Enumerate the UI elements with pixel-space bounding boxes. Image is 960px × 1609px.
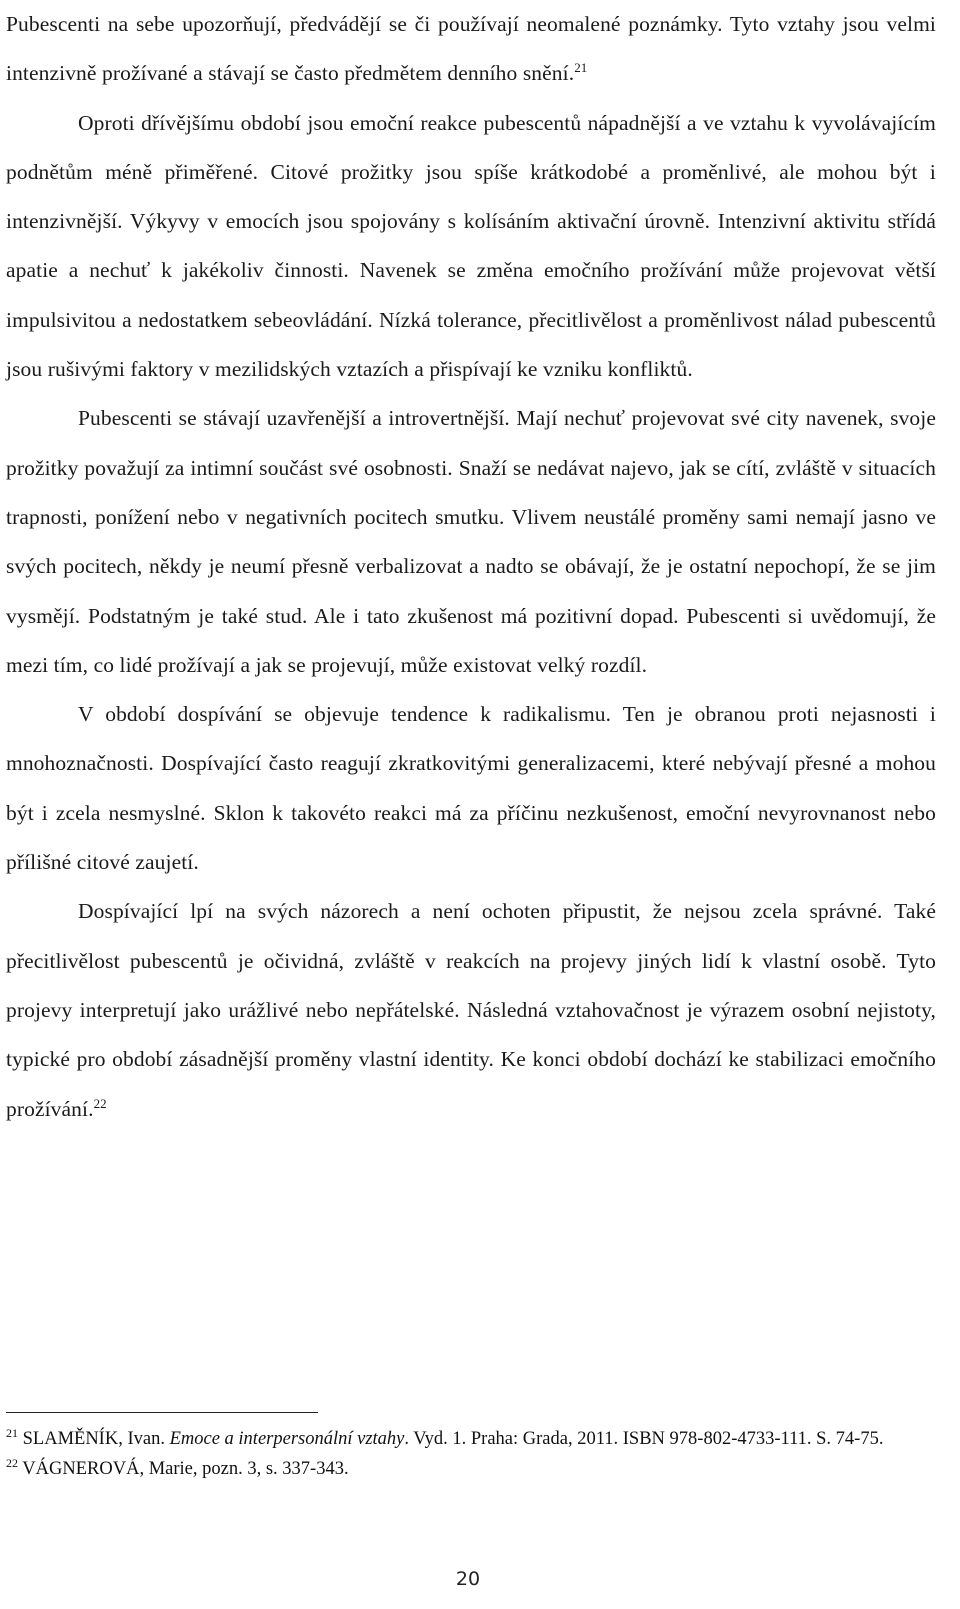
footnotes	[6, 1426, 936, 1485]
paragraph-1	[6, 0, 936, 99]
footnote-author: VÁGNEROVÁ, Marie, pozn. 3, s. 337-343.	[22, 1458, 349, 1479]
footnote-22	[6, 1456, 936, 1483]
footnote-details: . Vyd. 1. Praha: Grada, 2011. ISBN 978-802-4733-111. S. 74-75.	[404, 1429, 884, 1449]
footnote-number: 21	[6, 1425, 18, 1440]
footnote-ref-22[interactable]: 22	[93, 1095, 107, 1111]
paragraph-3: Pubescenti se stávají uzavřenější a introvertnější. Mají nechuť projevovat své city navenek, svoje prožitky považují za intimní součást své osobnosti. Snaží se nedávat najevo, jak se cítí, zvláště v situacích trapnosti, ponížení nebo v negativních pocitech smutku. Vlivem neustálé proměny sami nemají jasno ve svých pocitech, někdy je neumí přesně verbalizovat a nadto se obávají, že je ostatní nepochopí, že se jim vysmějí. Podstatným je také stud. Ale i tato zkušenost má pozitivní dopad. Pubescenti si uvědomují, že mezi tím, co lidé prožívají a jak se projevují, může existovat velký rozdíl.	[6, 406, 936, 677]
paragraph-5-text: Dospívající lpí na svých názorech a není ochoten připustit, že nejsou zcela správné. Také přecitlivělost pubescentů je očividná, zvláště v reakcích na projevy jiných lidí k vlastní osobě. Tyto projevy interpretují jako urážlivé nebo nepřátelské. Následná vztahovačnost je výrazem osobní nejistoty, typické pro období zásadnější proměny vlastní identity. Ke konci období dochází ke stabilizaci emočního prožívání.	[6, 899, 936, 1121]
footnote-ref-21[interactable]: 21	[574, 60, 588, 76]
footnote-separator	[6, 1412, 318, 1413]
footnote-21	[6, 1426, 936, 1453]
footnote-title: Emoce a interpersonální vztahy	[169, 1429, 405, 1449]
footnote-number: 22	[6, 1455, 18, 1470]
paragraph-4: V období dospívání se objevuje tendence k radikalismu. Ten je obranou proti nejasnosti i mnohoznačnosti. Dospívající často reagují zkratkovitými generalizacemi, které nebývají přesné a mohou být i zcela nesmyslné. Sklon k takovéto reakci má za příčinu nezkušenost, emoční nevyrovnanost nebo přílišné citové zaujetí.	[6, 702, 936, 875]
body-text	[6, 0, 936, 1134]
paragraph-5	[6, 887, 936, 1133]
page-number: 20	[455, 1568, 481, 1590]
paragraph-1-text: Pubescenti na sebe upozorňují, předvádějí se či používají neomalené poznámky. Tyto vztahy jsou velmi intenzivně prožívané a stávají se často předmětem denního snění.	[6, 12, 936, 86]
paragraph-2: Oproti dřívějšímu období jsou emoční reakce pubescentů nápadnější a ve vztahu k vyvolávajícím podnětům méně přiměřené. Citové prožitky jsou spíše krátkodobé a proměnlivé, ale mohou být i intenzivnější. Výkyvy v emocích jsou spojovány s kolísáním aktivační úrovně. Intenzivní aktivitu střídá apatie a nechuť k jakékoliv činnosti. Navenek se změna emočního prožívání může projevovat větší impulsivitou a nedostatkem sebeovládání. Nízká tolerance, přecitlivělost a proměnlivost nálad pubescentů jsou rušivými faktory v mezilidských vztazích a přispívají ke vzniku konfliktů.	[6, 110, 936, 382]
footnote-author: SLAMĚNÍK, Ivan.	[22, 1429, 165, 1449]
